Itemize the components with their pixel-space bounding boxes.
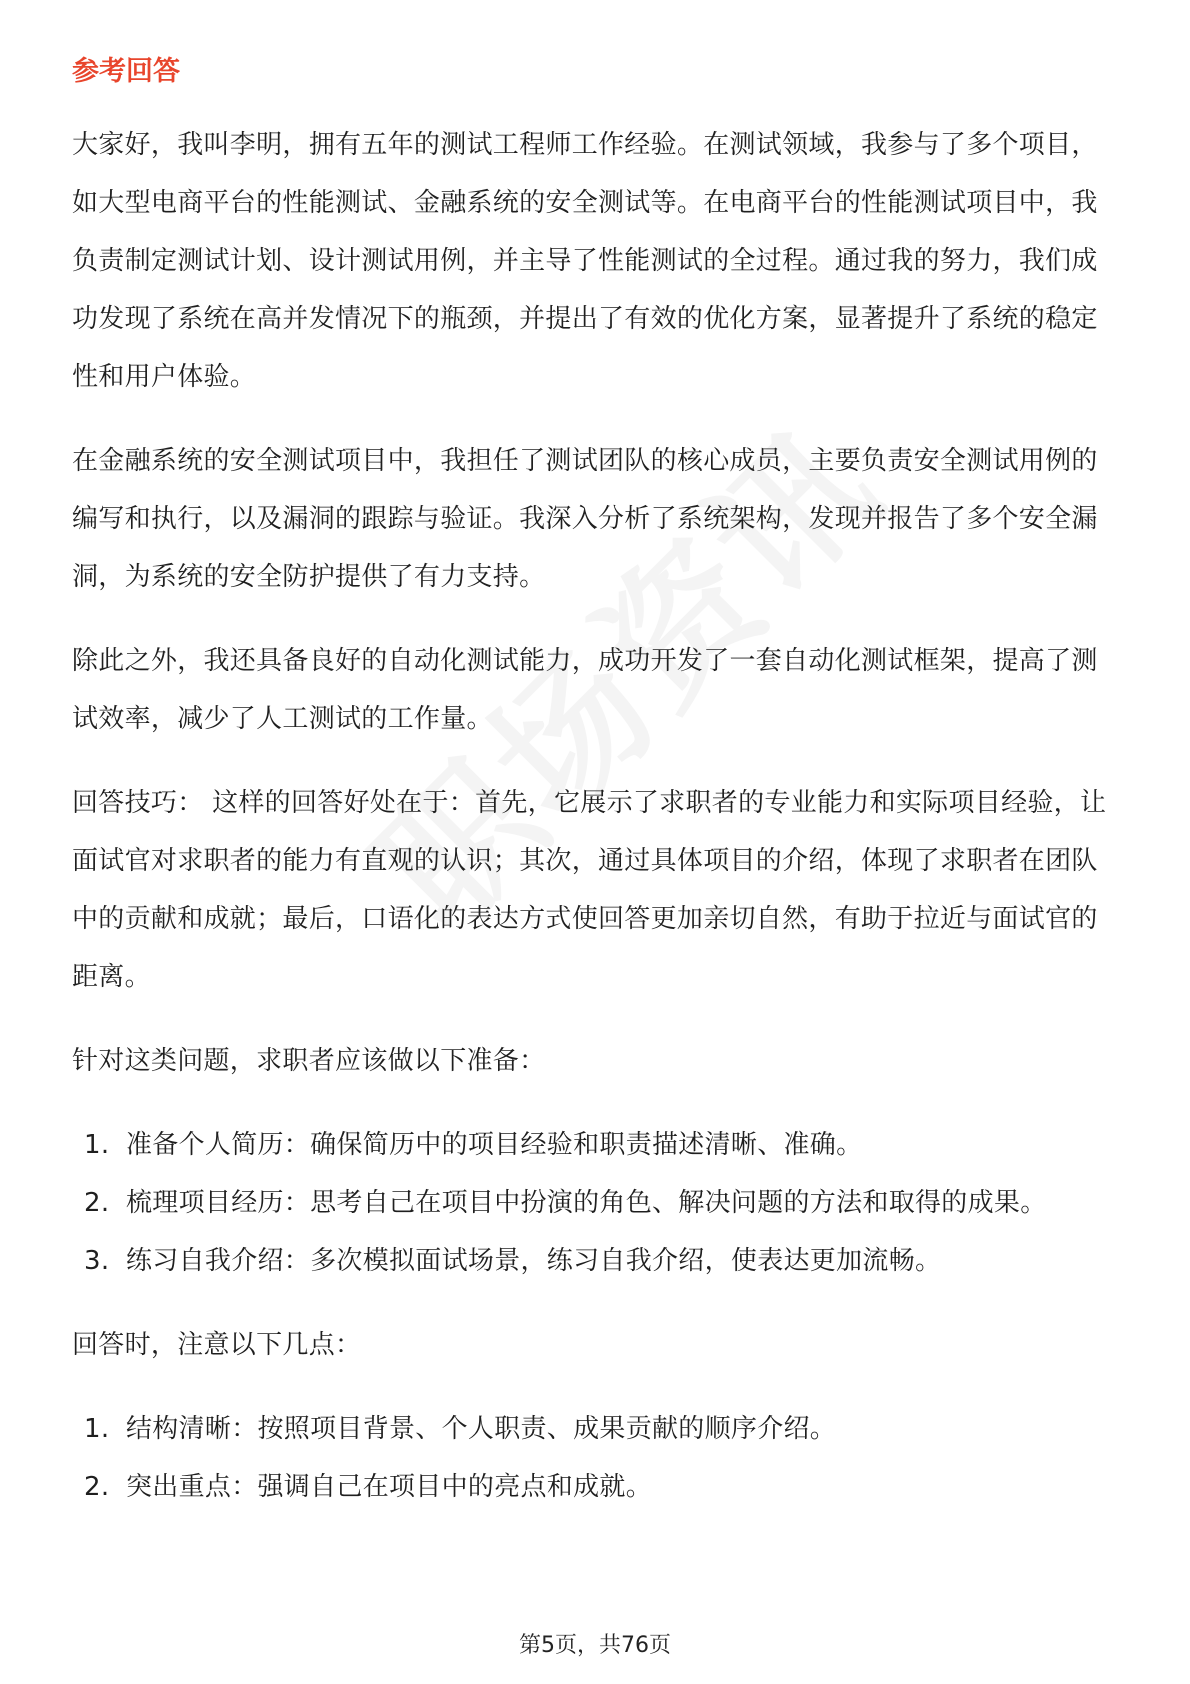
list-item bbox=[72, 1232, 1122, 1290]
notes-intro: 回答时，注意以下几点： bbox=[72, 1330, 362, 1360]
list-text: 结构清晰：按照项目背景、个人职责、成果贡献的顺序介绍。 bbox=[126, 1414, 837, 1444]
list-item bbox=[72, 1174, 1122, 1232]
list-item bbox=[72, 1116, 1122, 1174]
answer-paragraph-1: 大家好，我叫李明，拥有五年的测试工程师工作经验。在测试领域，我参与了多个项目，如大型电商平台的性能测试、金融系统的安全测试等。在电商平台的性能测试项目中，我负责制定测试计划、设计测试用例，并主导了性能测试的全过程。通过我的努力，我们成功发现了系统在高并发情况下的瓶颈，并提出了有效的优化方案，显著提升了系统的稳定性和用户体验。 bbox=[72, 130, 1098, 392]
list-number: 1. bbox=[84, 1130, 110, 1160]
list-text: 梳理项目经历：思考自己在项目中扮演的角色、解决问题的方法和取得的成果。 bbox=[126, 1188, 1047, 1218]
prep-list bbox=[72, 1116, 1122, 1290]
answer-paragraph-3: 除此之外，我还具备良好的自动化测试能力，成功开发了一套自动化测试框架，提高了测试效率，减少了人工测试的工作量。 bbox=[72, 646, 1098, 734]
prep-intro: 针对这类问题，求职者应该做以下准备： bbox=[72, 1046, 546, 1076]
list-number: 2. bbox=[84, 1188, 110, 1218]
notes-list bbox=[72, 1400, 1122, 1516]
list-text: 准备个人简历：确保简历中的项目经验和职责描述清晰、准确。 bbox=[126, 1130, 863, 1160]
tips-paragraph: 回答技巧： 这样的回答好处在于：首先，它展示了求职者的专业能力和实际项目经验，让面试官对求职者的能力有直观的认识；其次，通过具体项目的介绍，体现了求职者在团队中的贡献和成就；最后，口语化的表达方式使回答更加亲切自然，有助于拉近与面试官的距离。 bbox=[72, 788, 1107, 992]
page-footer: 第5页，共76页 bbox=[519, 1633, 671, 1658]
list-number: 3. bbox=[84, 1246, 110, 1276]
list-number: 1. bbox=[84, 1414, 110, 1444]
section-title: 参考回答 bbox=[72, 56, 180, 87]
list-number: 2. bbox=[84, 1472, 110, 1502]
list-text: 突出重点：强调自己在项目中的亮点和成就。 bbox=[126, 1472, 653, 1502]
page-content bbox=[72, 50, 1122, 1542]
answer-paragraph-2: 在金融系统的安全测试项目中，我担任了测试团队的核心成员，主要负责安全测试用例的编写和执行，以及漏洞的跟踪与验证。我深入分析了系统架构，发现并报告了多个安全漏洞，为系统的安全防护提供了有力支持。 bbox=[72, 446, 1098, 592]
list-item bbox=[72, 1400, 1122, 1458]
list-text: 练习自我介绍：多次模拟面试场景，练习自我介绍，使表达更加流畅。 bbox=[126, 1246, 942, 1276]
list-item bbox=[72, 1458, 1122, 1516]
